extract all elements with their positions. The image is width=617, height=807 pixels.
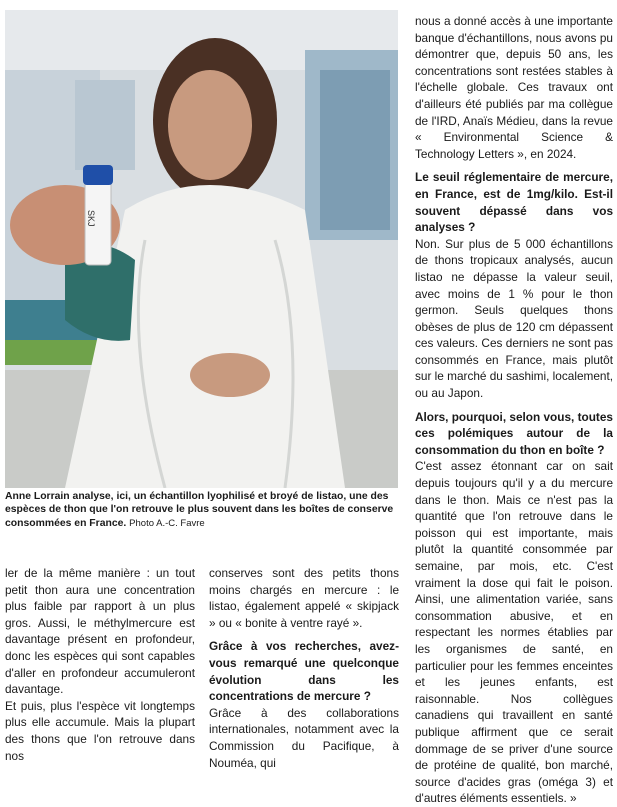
caption-text: Anne Lorrain analyse, ici, un échantillon lyophilisé et broyé de listao, une des espèces de thon que l'on retrouve le plus souvent dans les boîtes de conserve consommées en France.	[5, 491, 394, 529]
paragraph: Non. Sur plus de 5 000 échantillons de thons tropicaux analysés, aucun listao ne dépasse la valeur seuil, avec moins de 1 % pour le thon germon. Seuls quelques thons obèses de plus de 120 cm dépassent ces valeurs. Ces derniers ne sont pas consommés en France, mais plutôt sur le marché du sashimi, localement, ou au Japon.	[415, 236, 614, 401]
vial-label: SKJ	[86, 210, 96, 227]
article-photo	[5, 10, 398, 488]
interview-question: Le seuil réglementaire de mercure, en France, est de 1mg/kilo. Est-il souvent dépassé dans vos analyses ?	[415, 170, 613, 235]
article-column-left	[5, 565, 195, 764]
caption-credit: Photo A.-C. Favre	[129, 517, 205, 529]
paragraph: Et puis, plus l'espèce vit longtemps plus elle accumule. Mais la plupart des thons que l'on retrouve dans nos	[5, 698, 195, 763]
paragraph: conserves sont des petits thons moins chargés en mercure : le listao, également appelé « skipjack » ou « bonite à ventre rayé ».	[209, 566, 399, 630]
paragraph: Grâce à des collaborations internationales, notamment avec la Commission du Pacifique, à Nouméa, qui	[209, 705, 399, 770]
article-column-right	[415, 13, 613, 807]
paragraph: nous a donné accès à une importante banque d'échantillons, nous avons pu démontrer que, depuis 50 ans, les concentrations sont restées stables à l'échelle globale. Ces travaux ont d'ailleurs été publiés par ma collègue de l'IRD, Anaïs Médieu, dans la revue « Environmental Science & Technology Letters », en 2024.	[415, 14, 613, 161]
interview-question: Grâce à vos recherches, avez-vous remarqué une quelconque évolution dans les concentrations de mercure ?	[209, 639, 399, 704]
article-column-middle	[209, 565, 399, 771]
paragraph: C'est assez étonnant car on sait depuis toujours qu'il y a du mercure dans le thon. Mais ce n'est pas la quantité que l'on retrouve dans le poisson qui est importante, mais plutôt la quantité consommée par semaine, par mois, etc. C'est vraiment la dose qui fait le poison. Ainsi, une alimentation variée, sans consommation abusive, et en respectant les normes établies par les organismes de santé, en particulier pour les femmes enceintes et les jeunes enfants, est raisonnable. Nos collègues canadiens qui travaillent en santé publique affirment que ce serait dommage de se priver d'une source de protéine de qualité, bon marché, source d'acides gras (oméga 3) et d'autres éléments essentiels. »	[415, 459, 613, 806]
paragraph: ler de la même manière : un tout petit thon aura une concentration plus faible par rapport à un plus gros. Aussi, le méthylmercure est davantage présent en profondeur, donc les espèces qui sont capables d'aller en profondeur accumuleront davantage.	[5, 566, 195, 697]
interview-question: Alors, pourquoi, selon vous, toutes ces polémiques autour de la consommation du thon en boîte ?	[415, 409, 613, 457]
photo-caption	[5, 490, 398, 530]
